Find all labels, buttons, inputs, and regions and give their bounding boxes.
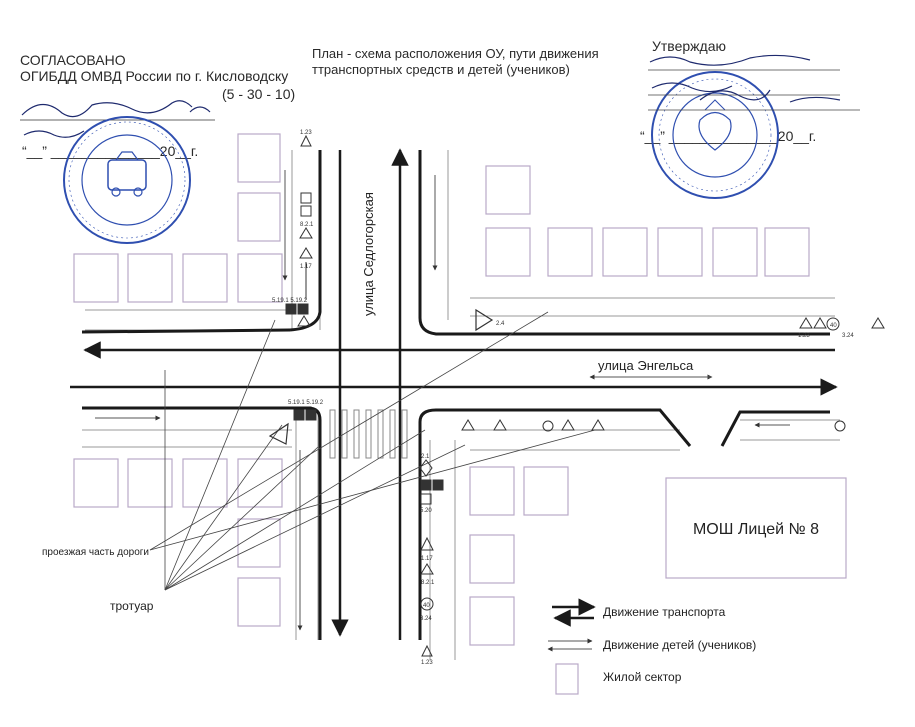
sign-label-5-19-bottom: 5.19.1 5.19.2 <box>288 400 324 406</box>
sign-label-8-2-1-left: 8.2.1 <box>300 222 314 228</box>
house <box>524 467 568 515</box>
phone-number: (5 - 30 - 10) <box>222 86 296 102</box>
house <box>486 166 530 214</box>
street-label-vertical: улица Седлогорская <box>361 192 376 316</box>
sign-label-1-23-bottom: 1.23 <box>421 660 433 666</box>
traffic-arrows <box>70 150 836 640</box>
sign-label-2-1: 2.1 <box>421 454 430 460</box>
sign-label-5-20: 5.20 <box>420 508 432 514</box>
sign-label-40-top: 40 <box>830 323 837 329</box>
sign-label-1-23-top: 1.23 <box>300 130 312 136</box>
house <box>238 459 282 507</box>
approve-title: Утверждаю <box>652 38 726 54</box>
house <box>238 519 280 567</box>
sign-label-3-24-bottom: 3.24 <box>420 616 432 622</box>
legend-transport-label: Движение транспорта <box>603 605 726 619</box>
house <box>183 459 227 507</box>
house <box>486 228 530 276</box>
sign-label-8-2-1-bottom: 8.2.1 <box>421 580 435 586</box>
children-paths <box>95 170 790 630</box>
date-line-right: “__” ______________20__г. <box>640 128 817 144</box>
signature-left <box>20 101 215 138</box>
annotation-sidewalk: тротуар <box>110 599 154 613</box>
house <box>470 467 514 515</box>
annotation-roadway: проезжая часть дороги <box>42 547 150 558</box>
house <box>548 228 592 276</box>
house <box>658 228 702 276</box>
sign-label-3-24-top: 3.24 <box>842 333 854 339</box>
house <box>183 254 227 302</box>
sign-label-1-17-left: 1.17 <box>300 264 312 270</box>
road-edges <box>82 150 830 640</box>
plan-title-line-1: План - схема расположения ОУ, пути движения <box>312 46 599 61</box>
school-name: МОШ Лицей № 8 <box>692 521 820 538</box>
sign-labels <box>272 130 854 666</box>
annotation-pointers <box>150 312 595 590</box>
residential-houses <box>74 134 809 645</box>
house <box>128 254 172 302</box>
legend <box>548 605 756 694</box>
house <box>713 228 757 276</box>
house <box>74 459 118 507</box>
house <box>470 597 514 645</box>
date-line-left: “__” ______________20__г. <box>22 143 199 159</box>
police-stamp <box>64 117 190 243</box>
pedestrian-crossing <box>330 410 407 458</box>
plan-title-line-2: ттранспортных средств и детей (учеников) <box>312 62 570 77</box>
house <box>238 578 280 626</box>
house <box>238 193 280 241</box>
house <box>603 228 647 276</box>
sign-label-2-4: 2.4 <box>496 321 505 327</box>
agreed-organization: ОГИБДД ОМВД России по г. Кисловодску <box>20 68 289 84</box>
house <box>238 254 282 302</box>
agreed-title: СОГЛАСОВАНО <box>20 52 126 68</box>
legend-children-label: Движение детей (учеников) <box>603 638 757 652</box>
house <box>238 134 280 182</box>
sidewalk-lines <box>82 150 840 660</box>
sign-label-5-19-top: 5.19.1 5.19.2 <box>272 298 308 304</box>
legend-residential-label: Жилой сектор <box>603 670 682 684</box>
house <box>74 254 118 302</box>
sign-label-1-17-bottom: 1.17 <box>421 556 433 562</box>
sign-label-1-23-right: 1.23 <box>798 333 810 339</box>
sign-label-40-bottom: 40 <box>423 603 430 609</box>
house <box>470 535 514 583</box>
street-label-horizontal: улица Энгельса <box>598 358 694 373</box>
legend-residential-swatch <box>556 664 578 694</box>
house <box>765 228 809 276</box>
